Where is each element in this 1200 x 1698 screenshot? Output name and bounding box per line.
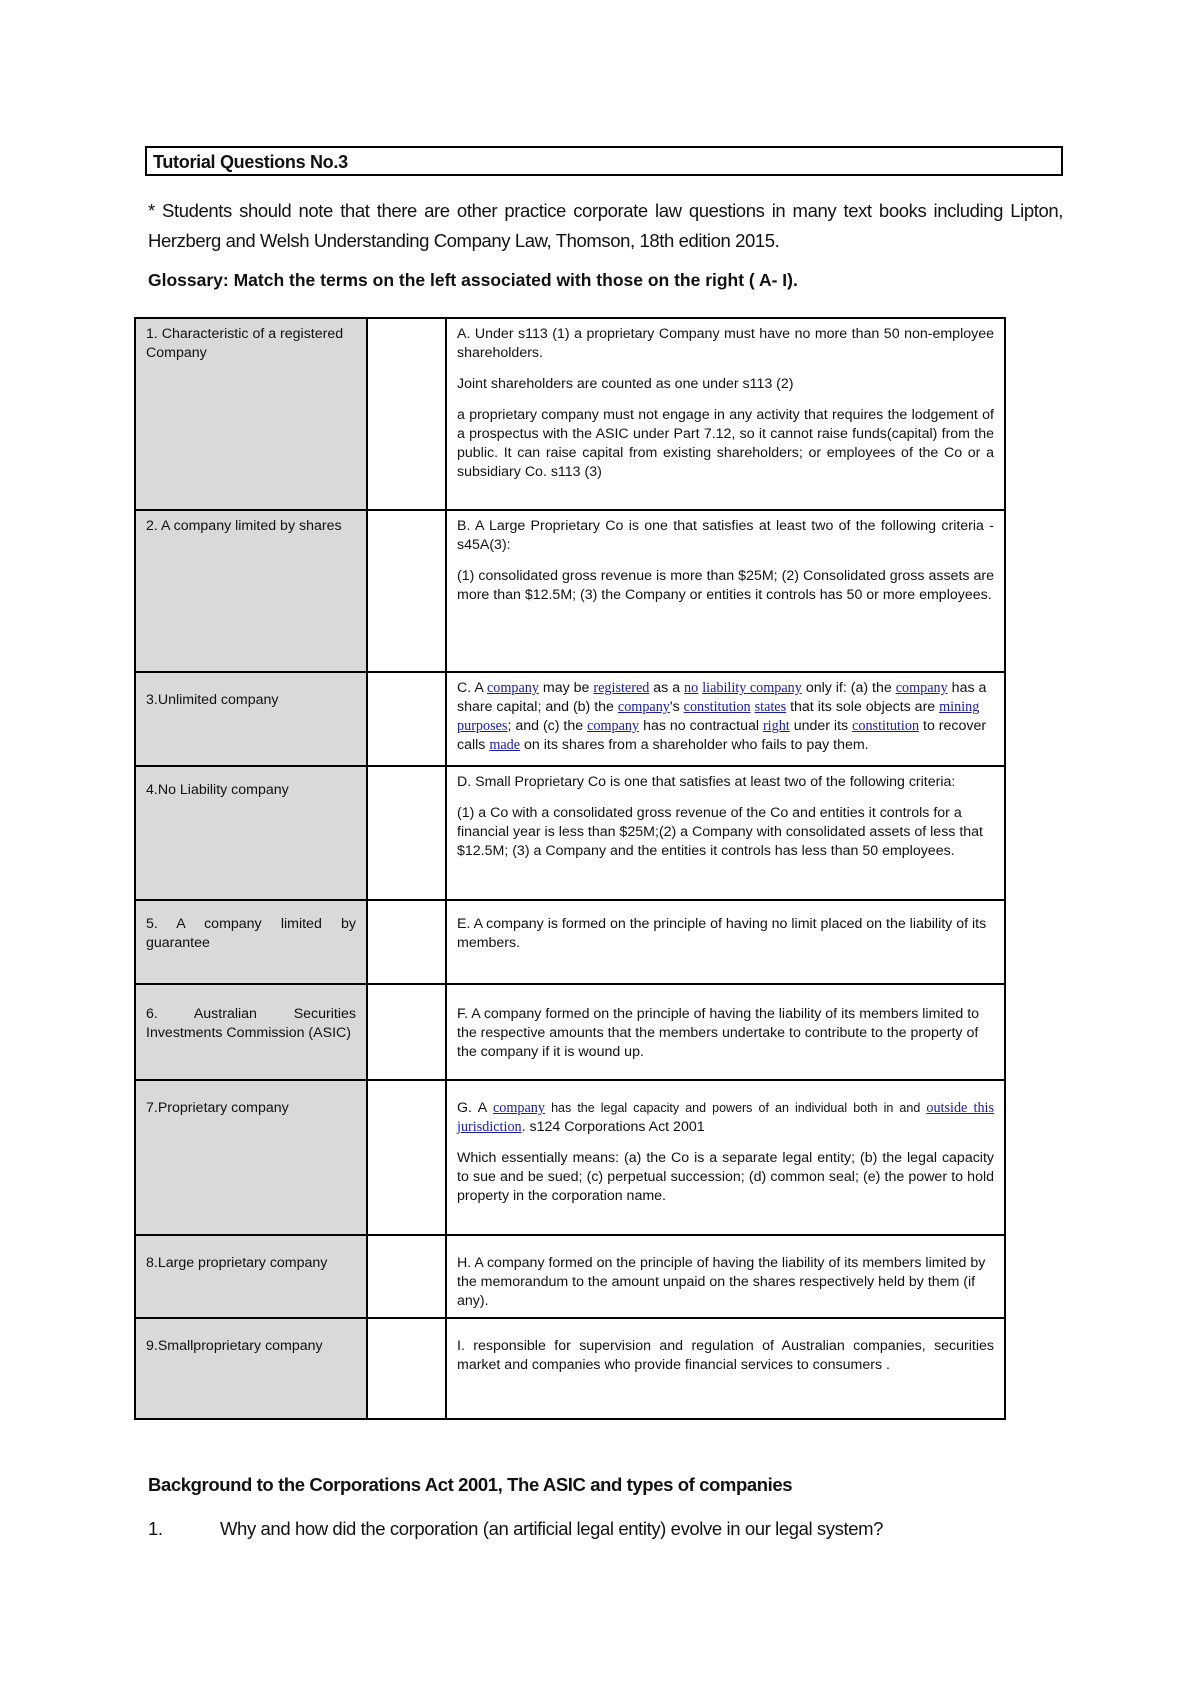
definition-link[interactable]: company (587, 718, 640, 734)
definition-link[interactable]: states (754, 699, 787, 715)
definition-text: has a share capital; and (b) the (457, 680, 987, 715)
answer-cell (367, 1235, 446, 1318)
term-cell: 9.Smallproprietary company (135, 1318, 367, 1419)
answer-cell (367, 1080, 446, 1235)
table-row (135, 1235, 1005, 1318)
definition-text: (1) a Co with a consolidated gross revenue of the Co and entities it controls for a financial year is less than $25M;(2) a Company with consolidated assets of less that $12.5M; (3) a Company and the entities it controls has less than 50 employees. (457, 805, 983, 859)
definition-text (457, 1099, 994, 1137)
term-cell: 6. Australian Securities Investments Commission (ASIC) (135, 984, 367, 1080)
definition-link[interactable]: made (489, 737, 521, 753)
definition-cell (446, 766, 1005, 900)
definition-text: (1) consolidated gross revenue is more than $25M; (2) Consolidated gross assets are more than $12.5M; (3) the Company or entities it controls has 50 or more employees. (457, 568, 994, 603)
term-cell: 1. Characteristic of a registered Company (135, 318, 367, 510)
definition-cell (446, 510, 1005, 672)
answer-cell (367, 766, 446, 900)
definition-link[interactable]: company (486, 680, 539, 696)
definition-text: C. A (457, 680, 487, 696)
definition-text: as a (649, 680, 685, 696)
definition-link[interactable]: registered (593, 680, 650, 696)
table-row (135, 900, 1005, 984)
definition-text: under its (789, 718, 853, 734)
answer-cell (367, 1318, 446, 1419)
definition-text: . s124 Corporations Act 2001 (521, 1119, 705, 1135)
definition-link[interactable]: no (684, 680, 699, 696)
definition-link[interactable]: company (617, 699, 670, 715)
definition-link[interactable]: company (895, 680, 948, 696)
definition-text: a proprietary company must not engage in any activity that requires the lodgement of a prospectus with the ASIC under Part 7.12, so it cannot raise funds(capital) from the public. It can raise capital from existing shareholders; or employees of the Co or a subsidiary Co. s113 (3) (457, 407, 994, 480)
table-row (135, 510, 1005, 672)
students-note: * Students should note that there are other practice corporate law questions in many text books including Lipton, Herzberg and Welsh Understanding Company Law, Thomson, 18th edition 2015. (148, 200, 1063, 251)
definition-text: on its shares from a shareholder who fails to pay them. (520, 737, 869, 753)
definition-link[interactable]: company (492, 1100, 545, 1116)
definition-cell: F. A company formed on the principle of having the liability of its members limited to the respective amounts that the members undertake to contribute to the property of the company if it is wound up. (446, 984, 1005, 1080)
definition-cell (446, 672, 1005, 766)
definition-text: only if: (a) the (801, 680, 896, 696)
definition-cell: E. A company is formed on the principle of having no limit placed on the liability of its members. (446, 900, 1005, 984)
definition-link[interactable]: outside this jurisdiction (457, 1100, 994, 1135)
definition-cell (446, 1080, 1005, 1235)
term-cell: 3.Unlimited company (135, 672, 367, 766)
glossary-table (134, 317, 1006, 1420)
answer-cell (367, 510, 446, 672)
table-row (135, 672, 1005, 766)
definition-text: ; and (c) the (507, 718, 588, 734)
answer-cell (367, 900, 446, 984)
table-row (135, 766, 1005, 900)
table-row (135, 1318, 1005, 1419)
tutorial-title: Tutorial Questions No.3 (145, 146, 1063, 176)
answer-cell (367, 672, 446, 766)
table-row (135, 1080, 1005, 1235)
term-cell: 4.No Liability company (135, 766, 367, 900)
question-text: Why and how did the corporation (an artificial legal entity) evolve in our legal system? (220, 1518, 884, 1539)
term-cell: 8.Large proprietary company (135, 1235, 367, 1318)
definition-text: to recover calls (457, 718, 987, 753)
definition-link[interactable]: mining purposes (457, 699, 980, 734)
definition-text: D. Small Proprietary Co is one that satisfies at least two of the following criteria: (457, 774, 956, 790)
definition-link[interactable]: right (762, 718, 790, 734)
definition-link[interactable]: constitution (852, 718, 920, 734)
definition-text: Joint shareholders are counted as one under s113 (2) (457, 376, 794, 392)
definition-text: has the legal capacity and powers of an individual both in and (545, 1101, 927, 1115)
term-cell: 5. A company limited by guarantee (135, 900, 367, 984)
question-number: 1. (148, 1518, 163, 1539)
answer-cell (367, 984, 446, 1080)
definition-cell (446, 318, 1005, 510)
definition-link[interactable]: constitution (683, 699, 751, 715)
background-heading: Background to the Corporations Act 2001, The ASIC and types of companies (148, 1474, 793, 1495)
definition-text: Which essentially means: (a) the Co is a separate legal entity; (b) the legal capacity to sue and be sued; (c) perpetual succession; (d) common seal; (e) the power to hold property in the corporation name. (457, 1150, 994, 1204)
table-row (135, 984, 1005, 1080)
answer-cell (367, 318, 446, 510)
definition-cell: I. responsible for supervision and regulation of Australian companies, securities market and companies who provide financial services to consumers . (446, 1318, 1005, 1419)
term-cell: 7.Proprietary company (135, 1080, 367, 1235)
definition-text: has no contractual (639, 718, 763, 734)
definition-cell: H. A company formed on the principle of having the liability of its members limited by the memorandum to the amount unpaid on the shares respectively held by them (if any). (446, 1235, 1005, 1318)
definition-text: that its sole objects are (786, 699, 940, 715)
definition-text: A. Under s113 (1) a proprietary Company must have no more than 50 non-employee shareholders. (457, 326, 994, 361)
definition-text: 's (669, 699, 684, 715)
table-row (135, 318, 1005, 510)
definition-text: B. A Large Proprietary Co is one that satisfies at least two of the following criteria - s45A(3): (457, 518, 994, 553)
term-cell: 2. A company limited by shares (135, 510, 367, 672)
glossary-heading: Glossary: Match the terms on the left associated with those on the right ( A- I). (148, 270, 798, 290)
definition-link[interactable]: liability company (702, 680, 802, 696)
definition-text: may be (538, 680, 594, 696)
definition-text: G. A (457, 1100, 493, 1116)
question-1 (148, 1518, 883, 1540)
